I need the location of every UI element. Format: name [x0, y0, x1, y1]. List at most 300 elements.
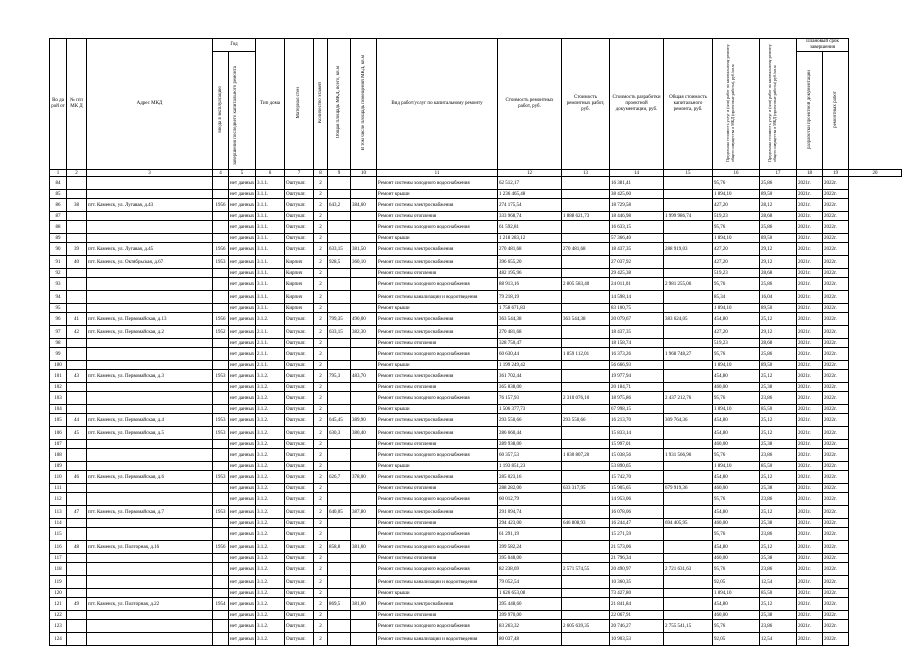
cell-floors: 2: [314, 221, 328, 234]
cell-wall-material: Оштукат.: [285, 243, 314, 256]
cell-repair-cost-total: [562, 598, 610, 611]
cell-wall-material: Оштукат.: [285, 313, 314, 326]
cell-mkd-number: 45: [67, 427, 87, 440]
table-row: [50, 611, 902, 620]
cell-floors: 2: [314, 576, 328, 589]
cell-total-cost: [664, 611, 713, 620]
cell-design-deadline: 2021г.: [797, 611, 823, 620]
cell-row-number: 89: [50, 234, 67, 243]
cell-total-area: [328, 291, 351, 304]
cell-mkd-number: [67, 234, 87, 243]
cell-address: [87, 633, 213, 646]
cell-premises-area: [351, 611, 377, 620]
cell-year-built: 1956: [213, 199, 229, 212]
cell-wall-material: Оштукат.: [285, 348, 314, 361]
header-col8-label: Количество этажей: [317, 82, 323, 123]
cell-repair-cost-total: [562, 234, 610, 243]
cell-unit-cost-work: 29,12: [760, 326, 797, 339]
table-row: [50, 528, 902, 541]
cell-year-built: [213, 611, 229, 620]
cell-house-type: 3.1.2.: [256, 519, 285, 528]
cell-repair-cost-total: [562, 471, 610, 484]
column-number-cell: 11: [377, 170, 498, 177]
cell-repair-cost-total: [562, 326, 610, 339]
cell-work-type: Ремонт системы отопления: [377, 440, 498, 449]
cell-design-cost: 20 490,97: [610, 563, 664, 576]
cell-repair-cost-total: [562, 405, 610, 414]
cell-repair-cost-total: 2 605 639,35: [562, 620, 610, 633]
header-year-group: Год: [213, 39, 256, 52]
cell-design-deadline: 2021г.: [797, 576, 823, 589]
cell-wall-material: Оштукат.: [285, 484, 314, 493]
cell-address: [87, 234, 213, 243]
cell-work-cost: 88 913,16: [498, 278, 562, 291]
cell-unit-cost-design: 454,80: [713, 541, 760, 554]
table-row: [50, 278, 902, 291]
column-number-cell: 19: [823, 170, 849, 177]
cell-mkd-number: 48: [67, 541, 87, 554]
cell-year-last-repair: нет данных: [230, 612, 255, 618]
header-plan-group: Плановый срок завершения: [797, 39, 849, 52]
cell-address: [87, 348, 213, 361]
cell-total-area: [328, 383, 351, 392]
cell-work-cost: 333 968,74: [498, 212, 562, 221]
cell-work-cost: 61 291,19: [498, 528, 562, 541]
cell-total-cost: [664, 405, 713, 414]
cell-row-number: 98: [50, 339, 67, 348]
cell-total-area: [328, 589, 351, 598]
column-number-cell: 16: [713, 170, 760, 177]
cell-address: [87, 554, 213, 563]
cell-design-deadline: 2021г.: [797, 361, 823, 370]
table-row: [50, 462, 902, 471]
cell-work-cost: 1 506 377,73: [498, 405, 562, 414]
column-number-cell: 9: [328, 170, 351, 177]
cell-unit-cost-work: 89,50: [760, 361, 797, 370]
table-row: [50, 449, 902, 462]
cell-year-last-repair: нет данных: [229, 326, 256, 339]
cell-floors: 2: [314, 234, 328, 243]
cell-work-type: Ремонт системы холодного водоснабжения: [377, 221, 498, 234]
cell-year-last-repair: нет данных: [229, 256, 256, 269]
cell-work-deadline: 2022г.: [823, 563, 849, 576]
cell-year-built: 1956: [213, 313, 229, 326]
cell-floors: 2: [314, 528, 328, 541]
cell-wall-material: Оштукат.: [285, 361, 314, 370]
cell-unit-cost-work: 25,12: [760, 427, 797, 440]
cell-mkd-number: [67, 449, 87, 462]
cell-work-deadline: 2022г.: [823, 493, 849, 506]
cell-address: пгт. Каменск, ул. Первомайская, д.5: [87, 427, 213, 440]
cell-design-cost: 22 067,91: [610, 611, 664, 620]
cell-premises-area: [351, 361, 377, 370]
cell-house-type: 3.1.2.: [256, 620, 285, 633]
cell-design-deadline: 2021г.: [797, 449, 823, 462]
cell-work-cost: 328 750,47: [498, 339, 562, 348]
cell-design-deadline: 2021г.: [797, 269, 823, 278]
cell-work-cost: 399 970,00: [498, 611, 562, 620]
cell-total-cost: [664, 493, 713, 506]
cell-repair-cost-total: [562, 177, 610, 190]
cell-design-cost: 56 666,93: [610, 361, 664, 370]
cell-design-deadline: 2021г.: [797, 291, 823, 304]
cell-work-deadline: 2022г.: [823, 633, 849, 646]
cell-house-type: 3.1.2.: [256, 440, 285, 449]
cell-house-type: 3.1.2.: [256, 449, 285, 462]
cell-house-type: 3.1.2.: [256, 370, 285, 383]
cell-work-cost: 1 193 851,23: [498, 462, 562, 471]
header-col5: [229, 52, 256, 170]
cell-row-number: 93: [50, 278, 67, 291]
cell-year-last-repair: нет данных: [229, 221, 256, 234]
cell-design-deadline: 2021г.: [797, 383, 823, 392]
cell-design-deadline: 2021г.: [797, 326, 823, 339]
header-col19-label: ремонтных работ: [832, 90, 838, 128]
cell-year-last-repair: нет данных: [230, 590, 255, 596]
cell-total-area: [328, 484, 351, 493]
cell-work-cost: 1 758 671,83: [498, 304, 562, 313]
cell-total-cost: [664, 361, 713, 370]
cell-year-built: 1953: [213, 414, 229, 427]
cell-row-number: 111: [50, 484, 67, 493]
cell-unit-cost-design: 427,20: [713, 326, 760, 339]
cell-floors: 2: [314, 304, 328, 313]
column-number-cell: 2: [67, 170, 87, 177]
cell-floors: 2: [314, 598, 328, 611]
cell-house-type: 3.1.2.: [256, 405, 285, 414]
cell-house-type: 3.1.2.: [256, 528, 285, 541]
cell-address: [87, 221, 213, 234]
cell-year-built: [213, 348, 229, 361]
cell-work-type: Ремонт крыши: [377, 405, 498, 414]
cell-house-type: 2.1.1.: [256, 326, 285, 339]
cell-work-deadline: 2022г.: [823, 278, 849, 291]
cell-design-cost: 15 997,01: [610, 440, 664, 449]
cell-design-deadline: 2021г.: [797, 234, 823, 243]
cell-work-deadline: 2022г.: [823, 392, 849, 405]
cell-mkd-number: [67, 348, 87, 361]
cell-total-area: [328, 519, 351, 528]
cell-total-area: [328, 462, 351, 471]
cell-repair-cost-total: 270 481,68: [562, 243, 610, 256]
cell-wall-material: Оштукат.: [285, 519, 314, 528]
cell-mkd-number: [67, 620, 87, 633]
cell-repair-cost-total: [562, 190, 610, 199]
cell-row-number: 101: [50, 370, 67, 383]
cell-work-cost: 365 838,00: [498, 383, 562, 392]
cell-total-cost: [664, 383, 713, 392]
table-row: [50, 563, 902, 576]
cell-repair-cost-total: [562, 427, 610, 440]
cell-floors: 2: [314, 269, 328, 278]
cell-mkd-number: [67, 190, 87, 199]
cell-total-cost: 1 999 986,74: [664, 212, 713, 221]
cell-work-deadline: 2022г.: [823, 291, 849, 304]
cell-year-built: [213, 493, 229, 506]
cell-mkd-number: [67, 392, 87, 405]
table-row: [50, 598, 902, 611]
cell-row-number: 85: [50, 190, 67, 199]
cell-unit-cost-design: 454,80: [713, 427, 760, 440]
cell-work-cost: 274 175,54: [498, 199, 562, 212]
cell-year-built: 1952: [213, 326, 229, 339]
cell-address: пгт. Каменск, ул. Первомайская, д.6: [87, 471, 213, 484]
cell-premises-area: 381,60: [351, 598, 377, 611]
cell-work-type: Ремонт системы электроснабжения: [377, 370, 498, 383]
header-col14: Стоимость разработки проектной документации, руб.: [610, 39, 664, 170]
cell-wall-material: Оштукат.: [285, 427, 314, 440]
table-row: [50, 348, 902, 361]
cell-floors: 2: [314, 405, 328, 414]
cell-year-last-repair: нет данных: [229, 370, 256, 383]
cell-premises-area: [351, 563, 377, 576]
cell-year-built: [213, 484, 229, 493]
cell-work-deadline: 2022г.: [823, 313, 849, 326]
cell-repair-cost-total: [562, 269, 610, 278]
cell-year-last-repair: нет данных: [229, 598, 256, 611]
cell-design-deadline: 2021г.: [797, 620, 823, 633]
cell-premises-area: [351, 348, 377, 361]
cell-work-deadline: 2022г.: [823, 339, 849, 348]
cell-work-cost: 286 660,44: [498, 427, 562, 440]
cell-unit-cost-design: 460,00: [713, 554, 760, 563]
cell-mkd-number: [67, 589, 87, 598]
header-col11: Вид работ/услуг по капитальному ремонту: [377, 39, 498, 170]
cell-work-cost: 1 626 653,08: [498, 589, 562, 598]
cell-design-cost: 83 100,75: [610, 304, 664, 313]
cell-house-type: 3.1.1.: [256, 177, 285, 190]
cell-house-type: 3.1.2.: [256, 471, 285, 484]
cell-work-deadline: 2022г.: [823, 256, 849, 269]
cell-wall-material: Оштукат.: [285, 221, 314, 234]
cell-mkd-number: [67, 633, 87, 646]
cell-premises-area: 382,30: [351, 326, 377, 339]
cell-design-cost: 18 729,58: [610, 199, 664, 212]
cell-work-type: Ремонт системы отопления: [377, 212, 498, 221]
cell-total-cost: 2 437 212,76: [664, 392, 713, 405]
cell-repair-cost-total: [562, 576, 610, 589]
cell-year-last-repair: нет данных: [230, 362, 255, 368]
cell-work-deadline: 2022г.: [823, 506, 849, 519]
cell-year-built: [213, 177, 229, 190]
cell-mkd-number: 41: [67, 313, 87, 326]
cell-year-last-repair: нет данных: [230, 340, 255, 346]
cell-mkd-number: [67, 361, 87, 370]
header-col18: [797, 52, 823, 170]
header-col10: [351, 39, 377, 170]
table-row: [50, 589, 902, 598]
cell-unit-cost-work: 23,86: [760, 620, 797, 633]
cell-work-deadline: 2022г.: [823, 326, 849, 339]
cell-total-cost: [664, 528, 713, 541]
column-number-cell: 15: [664, 170, 713, 177]
column-number-cell: 4: [213, 170, 229, 177]
header-col17-label: Предельная стоимость услуг и (или) работ по капитальному ремонту общего имущества в МКД (проектные работы) руб./кв.м: [767, 43, 778, 162]
cell-year-built: 1954: [213, 598, 229, 611]
cell-row-number: 124: [50, 633, 67, 646]
cell-address: [87, 269, 213, 278]
cell-unit-cost-work: 25,86: [760, 221, 797, 234]
cell-unit-cost-work: 89,50: [760, 190, 797, 199]
cell-mkd-number: 46: [67, 471, 87, 484]
cell-repair-cost-total: [562, 541, 610, 554]
cell-floors: 2: [314, 506, 328, 519]
table-row: [50, 326, 902, 339]
cell-address: [87, 620, 213, 633]
cell-unit-cost-design: 454,80: [713, 598, 760, 611]
cell-premises-area: [351, 278, 377, 291]
column-number-row: [50, 170, 902, 177]
cell-repair-cost-total: [562, 633, 610, 646]
cell-year-last-repair: нет данных: [230, 555, 255, 561]
cell-unit-cost-design: 454,80: [713, 370, 760, 383]
table-row: [50, 554, 902, 563]
cell-wall-material: Оштукат.: [285, 462, 314, 471]
cell-floors: 2: [314, 361, 328, 370]
cell-design-cost: 29 425,38: [610, 269, 664, 278]
cell-unit-cost-work: 23,86: [760, 449, 797, 462]
cell-year-last-repair: нет данных: [230, 235, 255, 241]
cell-row-number: 107: [50, 440, 67, 449]
cell-repair-cost-total: [562, 361, 610, 370]
cell-work-type: Ремонт системы электроснабжения: [377, 471, 498, 484]
cell-design-cost: 14 953,06: [610, 493, 664, 506]
cell-work-cost: 293 550,66: [498, 414, 562, 427]
cell-work-deadline: 2022г.: [823, 243, 849, 256]
cell-mkd-number: [67, 304, 87, 313]
cell-total-area: [328, 190, 351, 199]
table-row: [50, 493, 902, 506]
cell-unit-cost-design: 95,76: [713, 278, 760, 291]
cell-design-deadline: 2021г.: [797, 212, 823, 221]
cell-unit-cost-work: 25,12: [760, 541, 797, 554]
cell-house-type: 3.1.1.: [256, 234, 285, 243]
header-col4: [213, 52, 229, 170]
table-row: [50, 212, 902, 221]
cell-unit-cost-design: 1 894,10: [713, 304, 760, 313]
cell-mkd-number: 44: [67, 414, 87, 427]
cell-work-deadline: 2022г.: [823, 484, 849, 493]
column-number-cell: 12: [498, 170, 562, 177]
cell-total-area: [328, 177, 351, 190]
cell-premises-area: [351, 620, 377, 633]
cell-unit-cost-work: 23,86: [760, 392, 797, 405]
cell-floors: 2: [314, 383, 328, 392]
cell-work-cost: 60 630,44: [498, 348, 562, 361]
cell-house-type: 3.1.2.: [256, 427, 285, 440]
cell-total-area: 799,35: [328, 313, 351, 326]
header-col7: [285, 39, 314, 170]
cell-design-deadline: 2021г.: [797, 405, 823, 414]
cell-total-area: [328, 269, 351, 278]
cell-mkd-number: [67, 440, 87, 449]
cell-design-cost: 24 011,01: [610, 278, 664, 291]
cell-year-built: [213, 440, 229, 449]
cell-floors: 2: [314, 611, 328, 620]
column-number-cell: 5: [229, 170, 256, 177]
cell-house-type: 2.1.1.: [256, 348, 285, 361]
cell-year-last-repair: нет данных: [230, 384, 255, 390]
cell-work-cost: 60 012,79: [498, 493, 562, 506]
cell-premises-area: [351, 493, 377, 506]
cell-house-type: 3.1.2.: [256, 633, 285, 646]
cell-address: [87, 212, 213, 221]
cell-work-type: Ремонт системы отопления: [377, 269, 498, 278]
cell-work-cost: 80 037,48: [498, 633, 562, 646]
cell-design-cost: 18 975,86: [610, 392, 664, 405]
cell-work-cost: 270 481,68: [498, 326, 562, 339]
cell-house-type: 3.1.2.: [256, 313, 285, 326]
cell-design-cost: 15 271,59: [610, 528, 664, 541]
cell-design-deadline: 2021г.: [797, 313, 823, 326]
cell-mkd-number: [67, 493, 87, 506]
cell-mkd-number: 42: [67, 326, 87, 339]
cell-address: пгт. Каменск, ул. Лугавая, д.43: [87, 199, 213, 212]
cell-address: [87, 611, 213, 620]
cell-row-number: 86: [50, 199, 67, 212]
cell-unit-cost-design: 454,80: [713, 506, 760, 519]
cell-address: [87, 392, 213, 405]
cell-total-cost: [664, 234, 713, 243]
cell-row-number: 99: [50, 348, 67, 361]
cell-total-area: 869,5: [328, 598, 351, 611]
cell-row-number: 117: [50, 554, 67, 563]
cell-floors: 2: [314, 449, 328, 462]
cell-design-cost: 27 037,92: [610, 256, 664, 269]
cell-total-cost: [664, 199, 713, 212]
cell-row-number: 100: [50, 361, 67, 370]
cell-total-area: 630,3: [328, 427, 351, 440]
cell-design-deadline: 2021г.: [797, 589, 823, 598]
cell-work-deadline: 2022г.: [823, 370, 849, 383]
cell-row-number: 104: [50, 405, 67, 414]
header-col8: [314, 39, 328, 170]
table-row: [50, 633, 902, 646]
cell-design-cost: 20 079,67: [610, 313, 664, 326]
cell-work-deadline: 2022г.: [823, 177, 849, 190]
cell-unit-cost-work: 25,38: [760, 440, 797, 449]
cell-work-deadline: 2022г.: [823, 383, 849, 392]
cell-mkd-number: [67, 576, 87, 589]
cell-mkd-number: [67, 291, 87, 304]
cell-house-type: 2.1.1.: [256, 339, 285, 348]
cell-total-area: [328, 563, 351, 576]
column-number-cell: 18: [797, 170, 823, 177]
column-number-cell: 8: [314, 170, 328, 177]
cell-work-cost: 62 512,17: [498, 177, 562, 190]
cell-address: пгт. Каменск, ул. Первомайская, д.3: [87, 370, 213, 383]
cell-work-type: Ремонт системы отопления: [377, 519, 498, 528]
cell-repair-cost-total: [562, 493, 610, 506]
cell-unit-cost-work: 12,54: [760, 576, 797, 589]
cell-house-type: 3.1.2.: [256, 493, 285, 506]
cell-total-cost: [664, 462, 713, 471]
cell-mkd-number: [67, 563, 87, 576]
cell-total-area: [328, 554, 351, 563]
cell-unit-cost-work: 25,86: [760, 278, 797, 291]
cell-wall-material: Кирпич: [285, 304, 314, 313]
cell-total-cost: 679 919,36: [664, 484, 713, 493]
cell-total-area: 928,5: [328, 256, 351, 269]
cell-house-type: 2.1.1.: [256, 361, 285, 370]
cell-work-cost: 395 048,00: [498, 554, 562, 563]
cell-floors: 2: [314, 291, 328, 304]
cell-total-cost: [664, 554, 713, 563]
cell-work-type: Ремонт системы холодного водоснабжения: [377, 528, 498, 541]
cell-unit-cost-work: 16,04: [760, 291, 797, 304]
cell-mkd-number: 38: [67, 199, 87, 212]
cell-repair-cost-total: [562, 383, 610, 392]
